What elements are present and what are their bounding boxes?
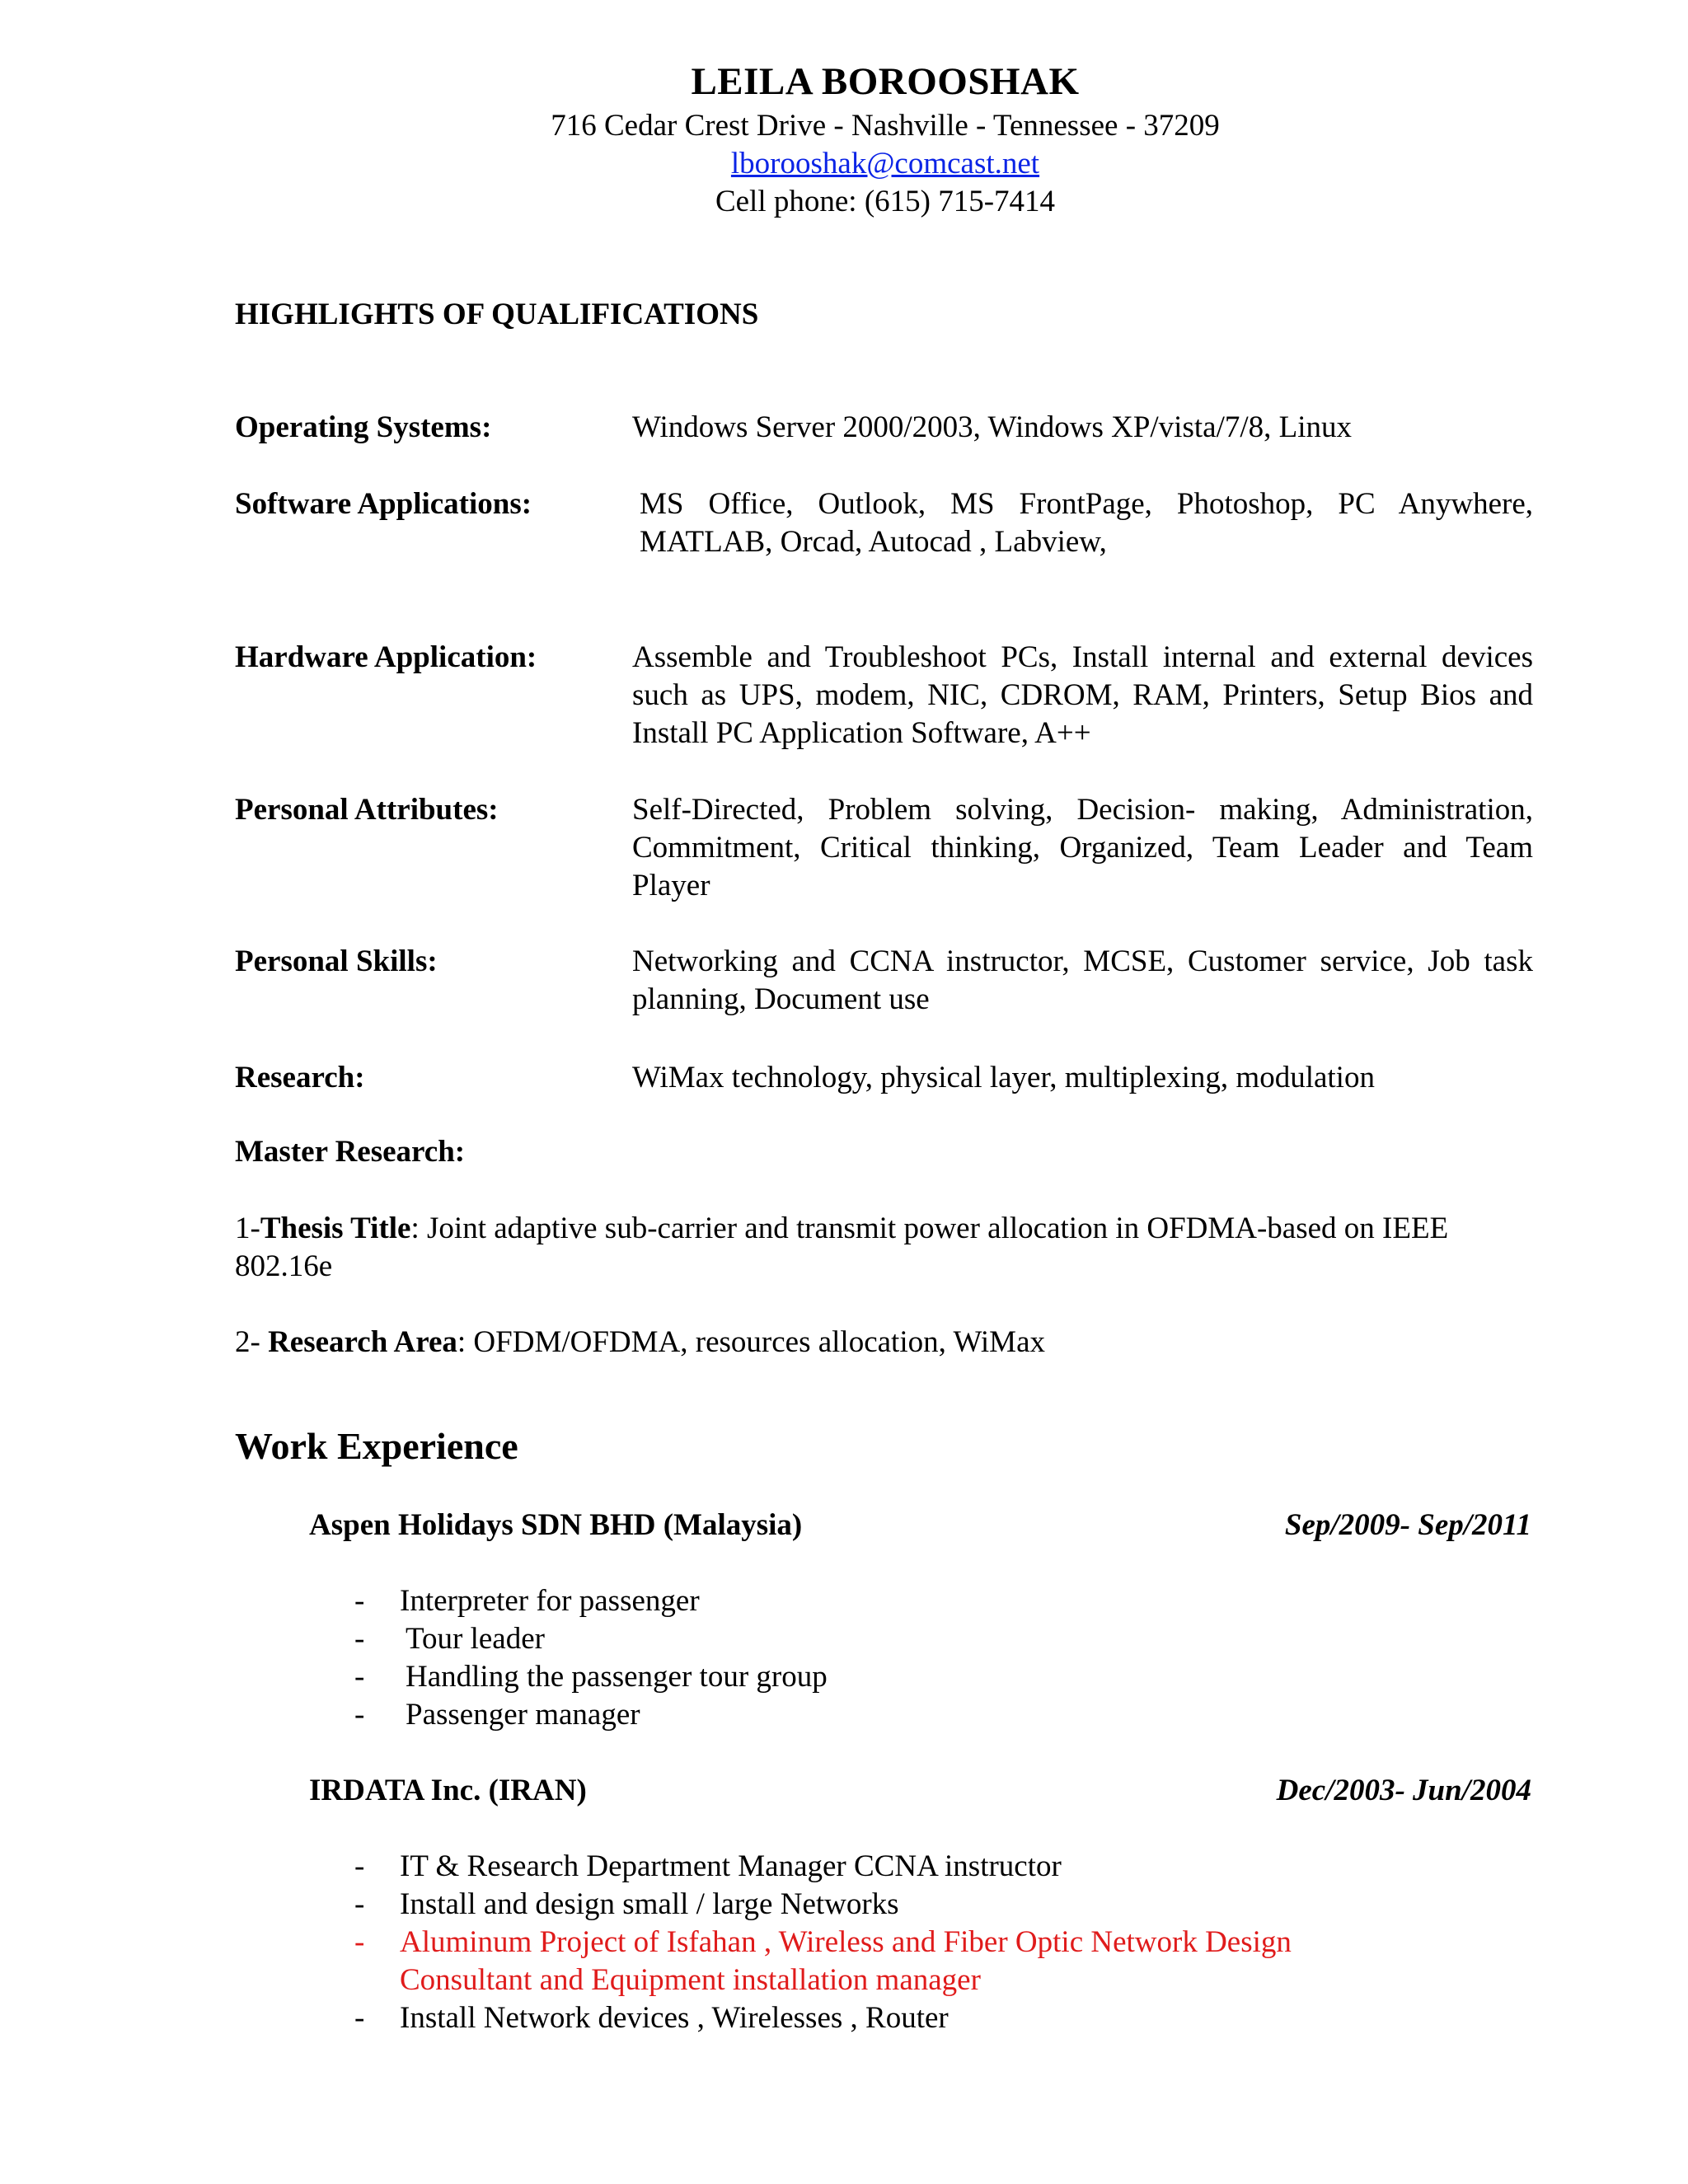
research-area-number: 2-	[235, 1325, 269, 1359]
bullet-dash: -	[354, 1584, 365, 1618]
list-item	[354, 1886, 1409, 1924]
master-research-heading: Master Research:	[235, 1135, 466, 1169]
thesis-label: Thesis Title	[260, 1212, 411, 1245]
duty-text: Handling the passenger tour group	[406, 1660, 828, 1694]
bullet-dash: -	[354, 1925, 365, 1959]
thesis-text: : Joint adaptive sub-carrier and transmit power allocation in OFDMA-based on IEEE 802.16e	[235, 1212, 1449, 1283]
list-item	[354, 1696, 1508, 1734]
bullet-dash: -	[354, 1698, 365, 1732]
job-duties-list	[354, 1848, 1409, 2037]
list-item	[354, 1658, 1508, 1696]
candidate-name: LEILA BOROOSHAK	[691, 60, 1080, 103]
company-name: Aspen Holidays SDN BHD (Malaysia)	[309, 1508, 803, 1542]
research-area-label: Research Area	[268, 1325, 457, 1359]
list-item	[354, 1924, 1409, 1999]
job-dates: Sep/2009- Sep/2011	[1284, 1508, 1531, 1542]
bullet-dash: -	[354, 1887, 365, 1921]
job-dates: Dec/2003- Jun/2004	[1276, 1774, 1531, 1807]
duty-text: Tour leader	[406, 1622, 545, 1656]
qualification-label: Personal Skills:	[235, 944, 438, 978]
qualification-value: Windows Server 2000/2003, Windows XP/vista/7/8, Linux	[632, 410, 1353, 444]
list-item	[354, 1848, 1409, 1886]
duty-text: IT & Research Department Manager CCNA instructor	[400, 1849, 1062, 1883]
company-name: IRDATA Inc. (IRAN)	[309, 1774, 587, 1807]
bullet-dash: -	[354, 1660, 365, 1694]
job-header	[309, 1772, 1531, 1810]
thesis-number: 1-	[235, 1212, 260, 1245]
duty-text: Install and design small / large Networks	[400, 1887, 899, 1921]
qualification-label: Operating Systems:	[235, 410, 492, 444]
list-item	[354, 1620, 1508, 1658]
bullet-dash: -	[354, 1622, 365, 1656]
address: 716 Cedar Crest Drive - Nashville - Tennessee - 37209	[551, 109, 1220, 143]
work-experience-heading: Work Experience	[235, 1425, 518, 1467]
qualification-label: Research:	[235, 1061, 365, 1094]
research-area-text: : OFDM/OFDMA, resources allocation, WiMax	[457, 1325, 1045, 1359]
bullet-dash: -	[354, 2001, 365, 2035]
qualification-label: Hardware Application:	[235, 640, 537, 674]
bullet-dash: -	[354, 1849, 365, 1883]
duty-text: Interpreter for passenger	[400, 1584, 700, 1618]
duty-text: Install Network devices , Wirelesses , Router	[400, 2001, 949, 2035]
highlights-heading: HIGHLIGHTS OF QUALIFICATIONS	[235, 298, 759, 331]
job-duties-list	[354, 1582, 1508, 1734]
duty-text: Passenger manager	[406, 1698, 640, 1732]
qualification-value: Assemble and Troubleshoot PCs, Install internal and external devices such as UPS, modem, NIC, CDROM, RAM, Printers, Setup Bios and Install PC Application Software, A++	[632, 640, 1533, 750]
phone: Cell phone: (615) 715-7414	[715, 185, 1056, 218]
qualification-value: Self-Directed, Problem solving, Decision- making, Administration, Commitment, Critical thinking, Organized, Team Leader and Team Player	[632, 793, 1533, 902]
resume-header	[0, 56, 1688, 221]
duty-text: Aluminum Project of Isfahan , Wireless and Fiber Optic Network Design Consultant and Equipment installation manager	[400, 1925, 1292, 1997]
qualification-label: Personal Attributes:	[235, 793, 499, 827]
job-header	[309, 1507, 1531, 1544]
qualification-value: Networking and CCNA instructor, MCSE, Customer service, Job task planning, Document use	[632, 944, 1533, 1016]
thesis-title-line	[235, 1210, 1533, 1286]
research-area-line	[235, 1324, 1533, 1361]
list-item	[354, 1582, 1508, 1620]
list-item	[354, 1999, 1409, 2037]
qualification-value: MS Office, Outlook, MS FrontPage, Photoshop, PC Anywhere, MATLAB, Orcad, Autocad , Labview,	[640, 487, 1533, 559]
qualification-label: Software Applications:	[235, 487, 532, 521]
qualification-value: WiMax technology, physical layer, multiplexing, modulation	[632, 1061, 1375, 1094]
email-link[interactable]: lborooshak@comcast.net	[730, 147, 1040, 180]
